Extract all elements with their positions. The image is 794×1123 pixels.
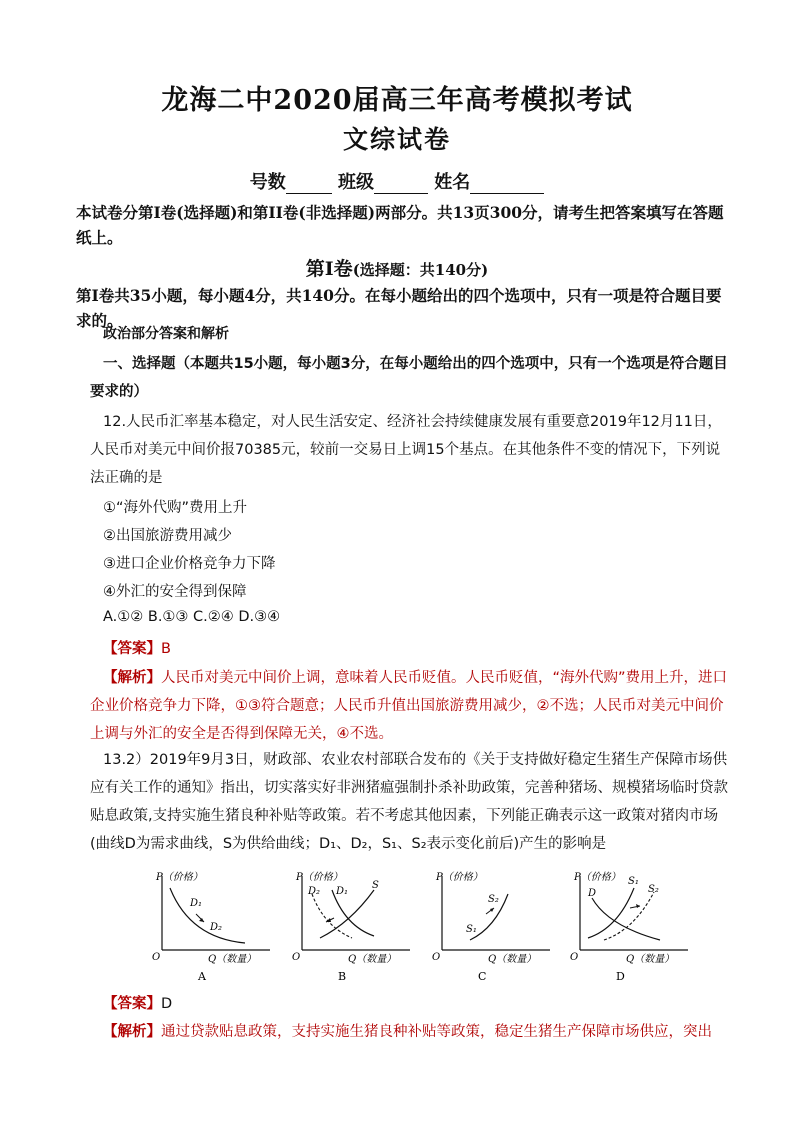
q12-analysis (90, 664, 730, 748)
q12-item: ①“海外代购”费用上升 (103, 500, 248, 516)
curve-label: D₁ (190, 898, 203, 909)
x-axis-label: Q（数量） (208, 954, 257, 965)
answer-value: D (161, 996, 173, 1012)
x-axis-label: Q（数量） (626, 954, 675, 965)
supply-curve (320, 890, 374, 938)
q12-item: ④外汇的安全得到保障 (103, 584, 247, 600)
origin-label: O (432, 952, 441, 963)
section-description: 第I卷共35小题，每小题4分，共140分。在每小题给出的四个选项中，只有一项是符合题目要求的。 (76, 286, 722, 330)
politics-heading: 政治部分答案和解析 (103, 326, 229, 342)
exam-subtitle: 文综试卷 (342, 125, 451, 154)
graph-label: A (198, 970, 206, 983)
number-label: 号数 (249, 172, 286, 193)
curve-label: D₂ (308, 886, 321, 897)
name-label: 姓名 (434, 172, 471, 193)
analysis-text: 人民币对美元中间价上调，意味着人民币贬值。人民币贬值，“海外代购”费用上升，进口企业价格竞争力下降，①③符合题意；人民币升值出国旅游费用减少，②不选；人民币对美元中间价上调与外汇的安全是否得到保障无关，④不选。 (90, 670, 728, 742)
section-title (0, 254, 794, 281)
answer-label: 【答案】 (103, 996, 161, 1012)
q13-answer (103, 992, 172, 1013)
curve-label: D₁ (336, 886, 349, 897)
curve-label: S (372, 880, 379, 891)
answer-value: B (161, 641, 171, 657)
graph-label: C (478, 970, 487, 983)
analysis-label: 【解析】 (103, 1024, 161, 1040)
curve-label: S₂ (488, 894, 499, 905)
q12-stem: 12.人民币汇率基本稳定，对人民生活安定、经济社会持续健康发展有重要意2019年12月11日，人民币对美元中间价报70385元，较前一交易日上调15个基点。在其他条件不变的情况下，下列说法正确的是 (90, 414, 722, 486)
origin-label: O (152, 952, 161, 963)
graph-c (430, 868, 560, 987)
x-axis-label: Q（数量） (488, 954, 537, 965)
q13-stem: 13.2）2019年9月3日，财政部、农业农村部联合发布的《关于支持做好稳定生猪生产保障市场供应有关工作的通知》指出，切实落实好非洲猪瘟强制扑杀补助政策，完善种猪场、规模猪场临时贷款贴息政策,支持实施生猪良种补贴等政策。若不考虑其他因素，下列能正确表示这一政策对猪肉市场(曲线D为需求曲线，S为供给曲线；D₁、D₂，S₁、S₂表示变化前后)产生的影响是 (90, 752, 728, 852)
class-blank[interactable] (374, 175, 428, 194)
curve-label: D₂ (210, 922, 223, 933)
x-axis-label: Q（数量） (348, 954, 397, 965)
name-blank[interactable] (470, 175, 544, 194)
q12-options: A.①② B.①③ C.②④ D.③④ (103, 609, 281, 625)
y-axis-label: P（价格） (574, 872, 621, 883)
origin-label: O (292, 952, 301, 963)
curve-label: S₁ (466, 924, 477, 935)
student-id-line (0, 168, 794, 194)
analysis-text: 通过贷款贴息政策，支持实施生猪良种补贴等政策，稳定生猪生产保障市场供应，突出 (161, 1024, 712, 1040)
curve-label: S₁ (628, 876, 639, 887)
y-axis-label: P（价格） (296, 872, 343, 883)
graph-d (568, 868, 698, 987)
q13-analysis (90, 1018, 730, 1046)
graph-b (290, 868, 420, 987)
graph-a (150, 868, 280, 987)
origin-label: O (570, 952, 579, 963)
analysis-label: 【解析】 (103, 670, 161, 686)
q12-item: ②出国旅游费用减少 (103, 528, 232, 544)
y-axis-label: P（价格） (156, 872, 203, 883)
curve-label: S₂ (648, 884, 659, 895)
class-label: 班级 (338, 172, 374, 193)
section-title-main: 第I卷 (305, 258, 353, 280)
demand-curve (170, 888, 245, 943)
answer-label: 【答案】 (103, 641, 161, 657)
y-axis-label: P（价格） (436, 872, 483, 883)
q12-answer (103, 637, 171, 658)
number-blank[interactable] (286, 175, 332, 194)
mc-heading: 一、选择题（本题共15小题，每小题3分，在每小题给出的四个选项中，只有一个选项是符合题目要求的） (90, 356, 728, 400)
curve-label: D (588, 888, 597, 899)
exam-title: 龙海二中2020届高三年高考模拟考试 (161, 85, 633, 116)
graph-label: D (616, 970, 625, 983)
section-title-note: (选择题：共140分) (352, 261, 489, 279)
exam-intro: 本试卷分第I卷(选择题)和第II卷(非选择题)两部分。共13页300分，请考生把答案填写在答题纸上。 (76, 203, 724, 247)
q12-item: ③进口企业价格竞争力下降 (103, 556, 276, 572)
graph-label: B (338, 970, 347, 983)
